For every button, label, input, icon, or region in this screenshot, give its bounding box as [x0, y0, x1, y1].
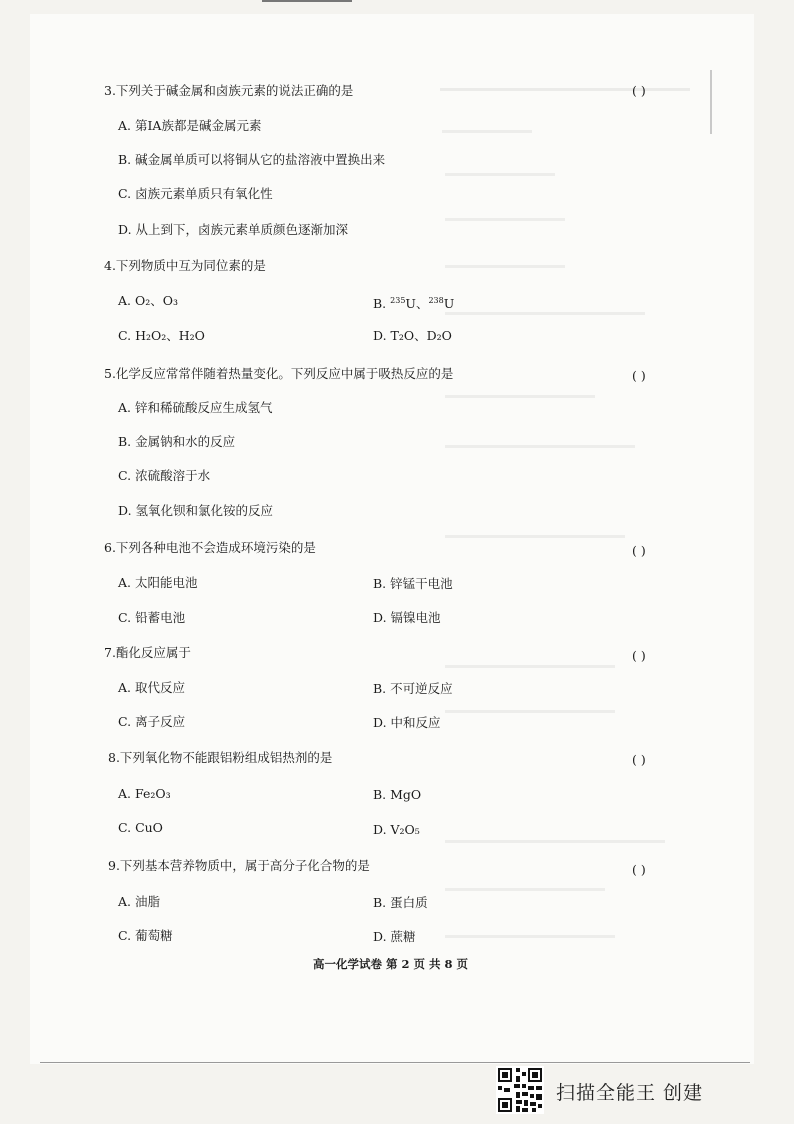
q3-option-c: C. 卤族元素单质只有氧化性: [118, 186, 273, 201]
q5-option-c: C. 浓硫酸溶于水: [118, 468, 211, 483]
bleed-through-1: [440, 88, 690, 91]
q8-stem: 8.下列氧化物不能跟铝粉组成铝热剂的是: [108, 750, 333, 765]
bleed-through-13: [445, 888, 605, 891]
scanner-brand-label: 扫描全能王 创建: [556, 1082, 704, 1104]
q6-stem: 6.下列各种电池不会造成环境污染的是: [104, 540, 316, 555]
q6-option-c: C. 铅蓄电池: [118, 610, 186, 625]
q8-option-b: B. MgO: [373, 787, 422, 802]
q9-option-a: A. 油脂: [118, 894, 160, 909]
q4-mass-number-2: 238: [428, 296, 444, 305]
margin-mark: [710, 70, 712, 134]
q7-stem: 7.酯化反应属于: [104, 645, 191, 660]
bleed-through-7: [445, 395, 595, 398]
q9-stem: 9.下列基本营养物质中，属于高分子化合物的是: [108, 858, 370, 873]
bleed-through-14: [445, 935, 615, 938]
q3-option-a: A. 第ⅠA族都是碱金属元素: [118, 118, 262, 133]
q8-option-d: D. V₂O₅: [373, 822, 420, 837]
q4-stem: 4.下列物质中互为同位素的是: [104, 258, 266, 273]
q6-option-a: A. 太阳能电池: [118, 575, 198, 590]
q9-option-b: B. 蛋白质: [373, 895, 428, 910]
q4-option-d: D. T₂O、D₂O: [373, 328, 452, 343]
q8-option-c: C. CuO: [118, 820, 163, 835]
q9-option-c: C. 葡萄糖: [118, 928, 173, 943]
q4-option-b-mid: U、: [405, 296, 429, 312]
bleed-through-2: [442, 130, 532, 133]
q4-option-b-end: U: [443, 296, 455, 312]
q7-answer-paren: ( ): [632, 648, 646, 663]
q7-option-c: C. 离子反应: [118, 714, 186, 729]
q8-option-a: A. Fe₂O₃: [118, 786, 171, 801]
q4-option-a: A. O₂、O₃: [118, 293, 178, 308]
q5-stem: 5.化学反应常常伴随着热量变化。下列反应中属于吸热反应的是: [104, 366, 454, 381]
q7-option-a: A. 取代反应: [118, 680, 185, 695]
bottom-divider: [40, 1062, 750, 1063]
q4-option-b-prefix: B.: [373, 296, 391, 312]
bleed-through-8: [445, 445, 635, 448]
q5-answer-paren: ( ): [632, 368, 646, 383]
q3-option-b: B. 碱金属单质可以将铜从它的盐溶液中置换出来: [118, 152, 386, 167]
bleed-through-6: [445, 312, 645, 315]
bleed-through-9: [445, 535, 625, 538]
bleed-through-12: [445, 840, 665, 843]
q5-option-a: A. 锌和稀硫酸反应生成氢气: [118, 400, 273, 415]
bleed-through-3: [445, 173, 555, 176]
q9-option-d: D. 蔗糖: [373, 929, 416, 944]
q7-option-b: B. 不可逆反应: [373, 681, 453, 696]
q4-option-b: [373, 293, 454, 312]
q6-option-b: B. 锌锰干电池: [373, 576, 453, 591]
bleed-through-5: [445, 265, 565, 268]
q8-answer-paren: ( ): [632, 752, 646, 767]
q3-stem: 3.下列关于碱金属和卤族元素的说法正确的是: [104, 83, 354, 98]
q6-answer-paren: ( ): [632, 543, 646, 558]
page-footer: 高一化学试卷 第 2 页 共 8 页: [313, 957, 469, 971]
q5-option-b: B. 金属钠和水的反应: [118, 434, 236, 449]
q9-answer-paren: ( ): [632, 862, 646, 877]
bleed-through-4: [445, 218, 565, 221]
top-divider: [262, 0, 352, 2]
q4-mass-number-1: 235: [390, 296, 406, 305]
q5-option-d: D. 氢氧化钡和氯化铵的反应: [118, 503, 274, 518]
qr-code-icon: [496, 1066, 544, 1114]
answer-paren-top: ( ): [632, 83, 646, 98]
bleed-through-11: [445, 710, 615, 713]
q6-option-d: D. 镉镍电池: [373, 610, 441, 625]
bleed-through-10: [445, 665, 615, 668]
q7-option-d: D. 中和反应: [373, 715, 441, 730]
q3-option-d: D. 从上到下，卤族元素单质颜色逐渐加深: [118, 222, 349, 237]
q4-option-c: C. H₂O₂、H₂O: [118, 328, 205, 343]
